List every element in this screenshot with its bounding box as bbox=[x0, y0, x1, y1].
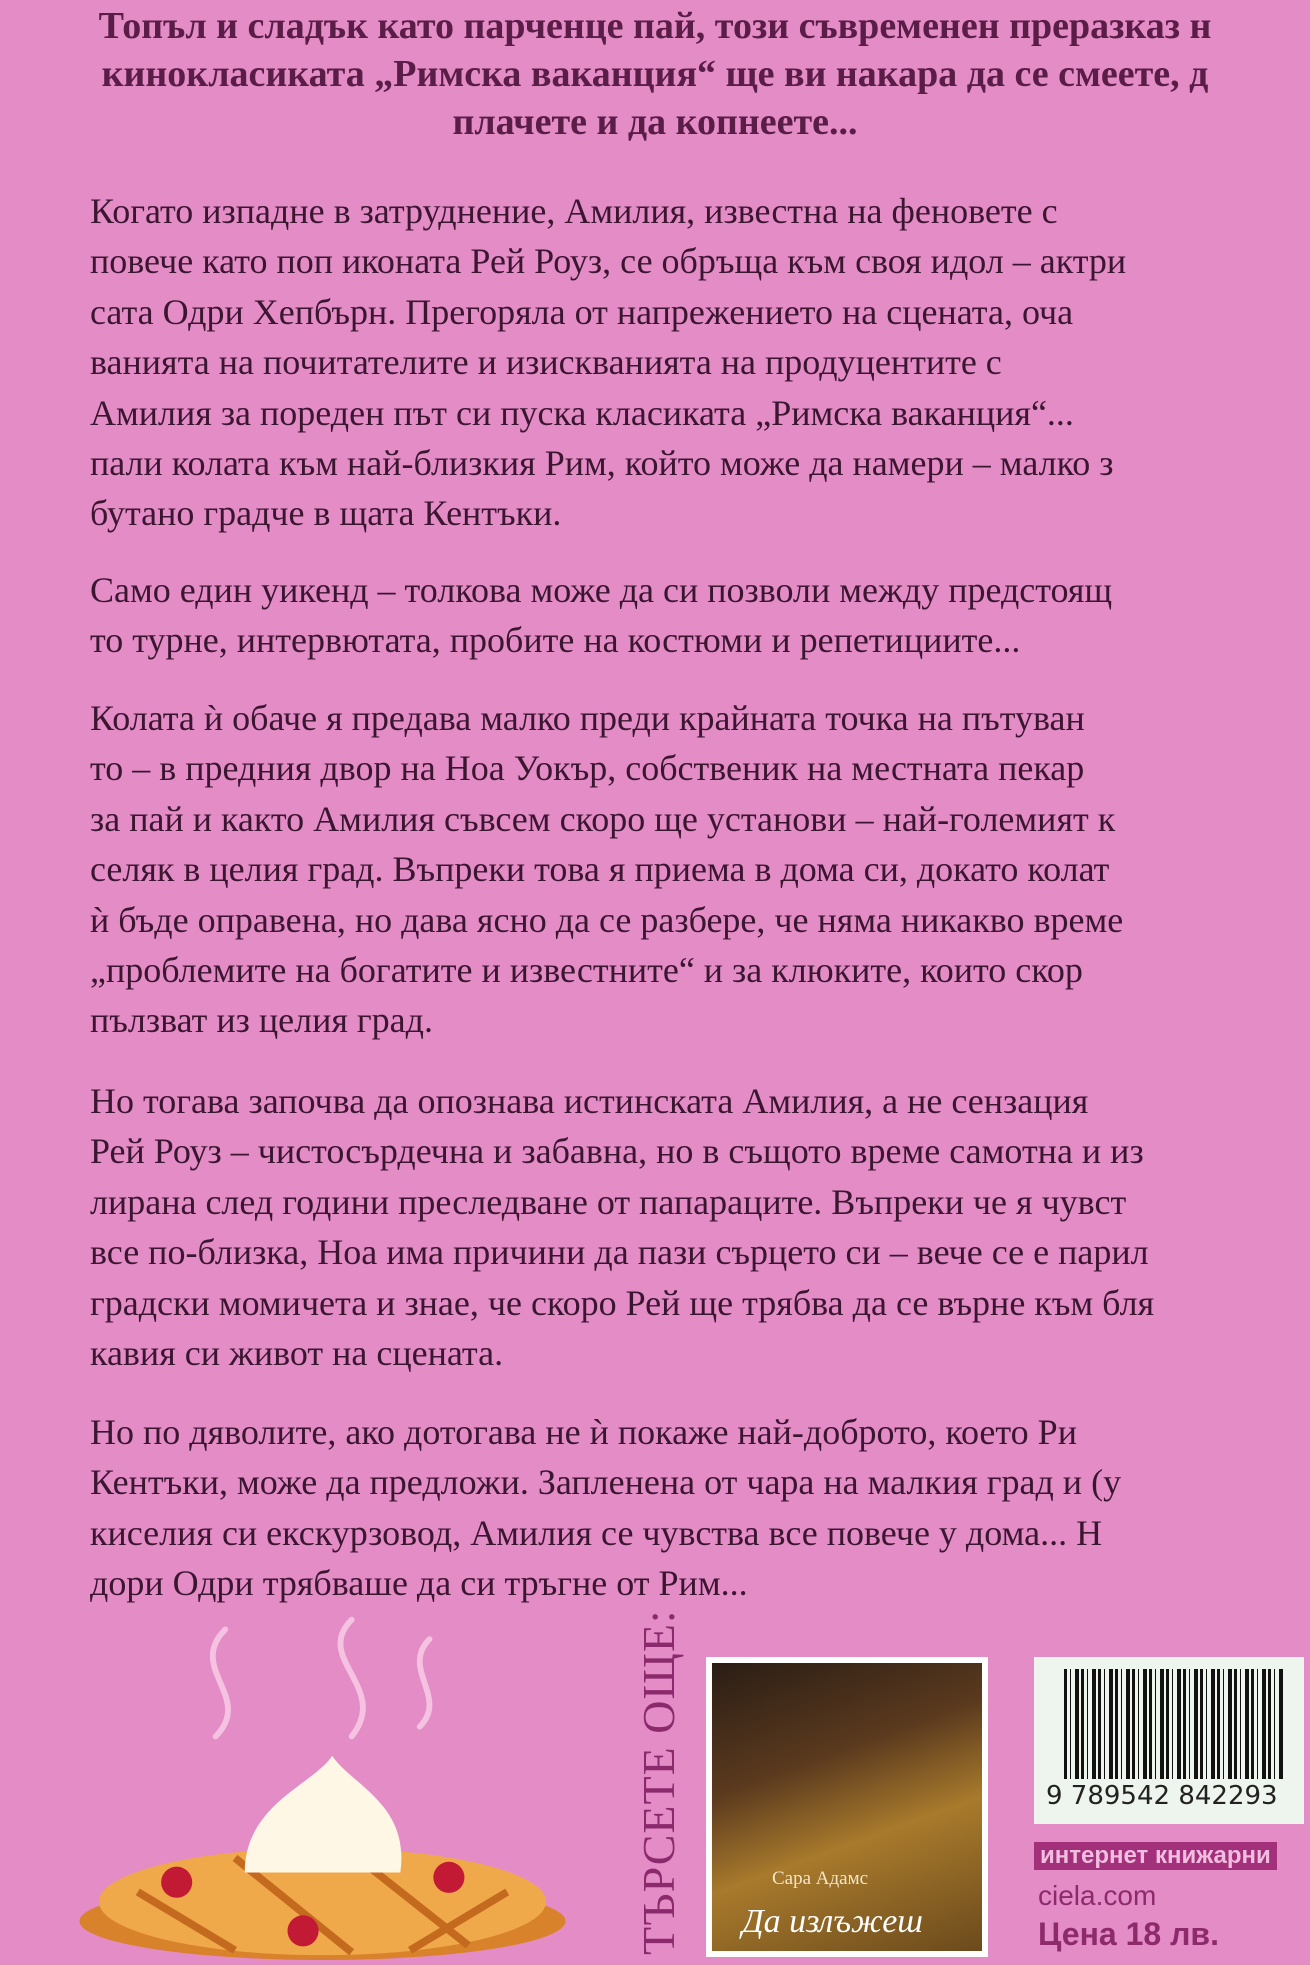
text-line: ванията на почитателите и изискванията на продуцентите с bbox=[90, 342, 1002, 383]
paragraph-4 bbox=[90, 1076, 1290, 1378]
text-line: Но по дяволите, ако дотогава не ѝ покаже най-доброто, което Ри bbox=[90, 1412, 1077, 1452]
paragraph-5 bbox=[90, 1407, 1290, 1609]
text-line: пълзват из целия град. bbox=[90, 1000, 433, 1041]
text-line: Рей Роуз – чистосърдечна и забавна, но в същото време самотна и из bbox=[90, 1131, 1144, 1172]
cream-icon bbox=[245, 1756, 402, 1873]
isbn-number: 9 789542 842293 bbox=[1046, 1781, 1278, 1811]
text-line: Само един уикенд – толкова може да си позволи между предстоящ bbox=[90, 570, 1113, 610]
text-line: то – в предния двор на Ноа Уокър, собственик на местната пекар bbox=[90, 748, 1085, 789]
paragraph-3 bbox=[90, 693, 1290, 1046]
price: Цена 18 лв. bbox=[1038, 1916, 1219, 1952]
barcode bbox=[1034, 1657, 1304, 1824]
search-more-label: ТЪРСЕТЕ ОЩЕ: bbox=[633, 1609, 684, 1955]
tagline-line: плачете и да копнеете... bbox=[452, 101, 858, 143]
text-line: лирана след години преследване от папараците. Въпреки че я чувст bbox=[90, 1181, 1127, 1222]
tagline bbox=[0, 2, 1310, 146]
text-line: все по-близка, Ноа има причини да пази сърцето си – вече се е парил bbox=[90, 1232, 1149, 1273]
text-line: Амилия за пореден път си пуска класиката „Римска ваканция“... bbox=[90, 392, 1074, 433]
text-line: киселия си екскурзовод, Амилия се чувства все повече у дома... Н bbox=[90, 1512, 1103, 1553]
paragraph-1 bbox=[90, 186, 1290, 539]
tagline-line: кинокласиката „Римска ваканция“ ще ви накара да се смеете, д bbox=[101, 53, 1209, 95]
related-book-cover[interactable] bbox=[706, 1657, 988, 1957]
text-line: бутано градче в щата Кентъки. bbox=[90, 493, 562, 534]
text-line: пали колата към най-близкия Рим, който може да намери – малко з bbox=[90, 443, 1114, 484]
text-line: Но тогава започва да опознава истинската Амилия, а не сензация bbox=[90, 1081, 1089, 1121]
text-line: кавия си живот на сцената. bbox=[90, 1333, 504, 1374]
text-line: сата Одри Хепбърн. Прегоряла от напрежението на сцената, оча bbox=[90, 291, 1074, 332]
text-line: ѝ бъде оправена, но дава ясно да се разбере, че няма никакво време bbox=[90, 899, 1124, 940]
text-line: повече като поп иконата Рей Роуз, се обръща към своя идол – актри bbox=[90, 241, 1127, 282]
related-book-title: Да излъжеш bbox=[742, 1903, 923, 1940]
paragraph-2 bbox=[90, 565, 1290, 666]
related-book-author: Сара Адамс bbox=[772, 1868, 869, 1889]
text-line: Кентъки, може да предложи. Запленена от чара на малкия град и (у bbox=[90, 1462, 1122, 1503]
pie-illustration bbox=[60, 1610, 585, 1960]
website-link[interactable]: ciela.com bbox=[1038, 1880, 1157, 1911]
steam-icon bbox=[213, 1620, 430, 1737]
text-line: дори Одри трябваше да си тръгне от Рим... bbox=[90, 1563, 748, 1604]
barcode-bars bbox=[1064, 1669, 1284, 1779]
text-line: то турне, интервютата, пробите на костюми и репетициите... bbox=[90, 620, 1021, 661]
tagline-line: Топъл и сладък като парченце пай, този съвременен преразказ н bbox=[98, 5, 1212, 47]
text-line: „проблемите на богатите и известните“ и за клюките, които скор bbox=[90, 950, 1083, 991]
text-line: Колата ѝ обаче я предава малко преди крайната точка на пътуван bbox=[90, 698, 1085, 738]
text-line: Когато изпадне в затруднение, Амилия, известна на феновете с bbox=[90, 191, 1058, 231]
text-line: градски момичета и знае, че скоро Рей ще трябва да се върне към бля bbox=[90, 1282, 1155, 1323]
text-line: селяк в целия град. Въпреки това я приема в дома си, докато колат bbox=[90, 849, 1110, 890]
shop-label: интернет книжарни bbox=[1034, 1842, 1277, 1870]
text-line: за пай и както Амилия съвсем скоро ще установи – най-големият к bbox=[90, 798, 1116, 839]
